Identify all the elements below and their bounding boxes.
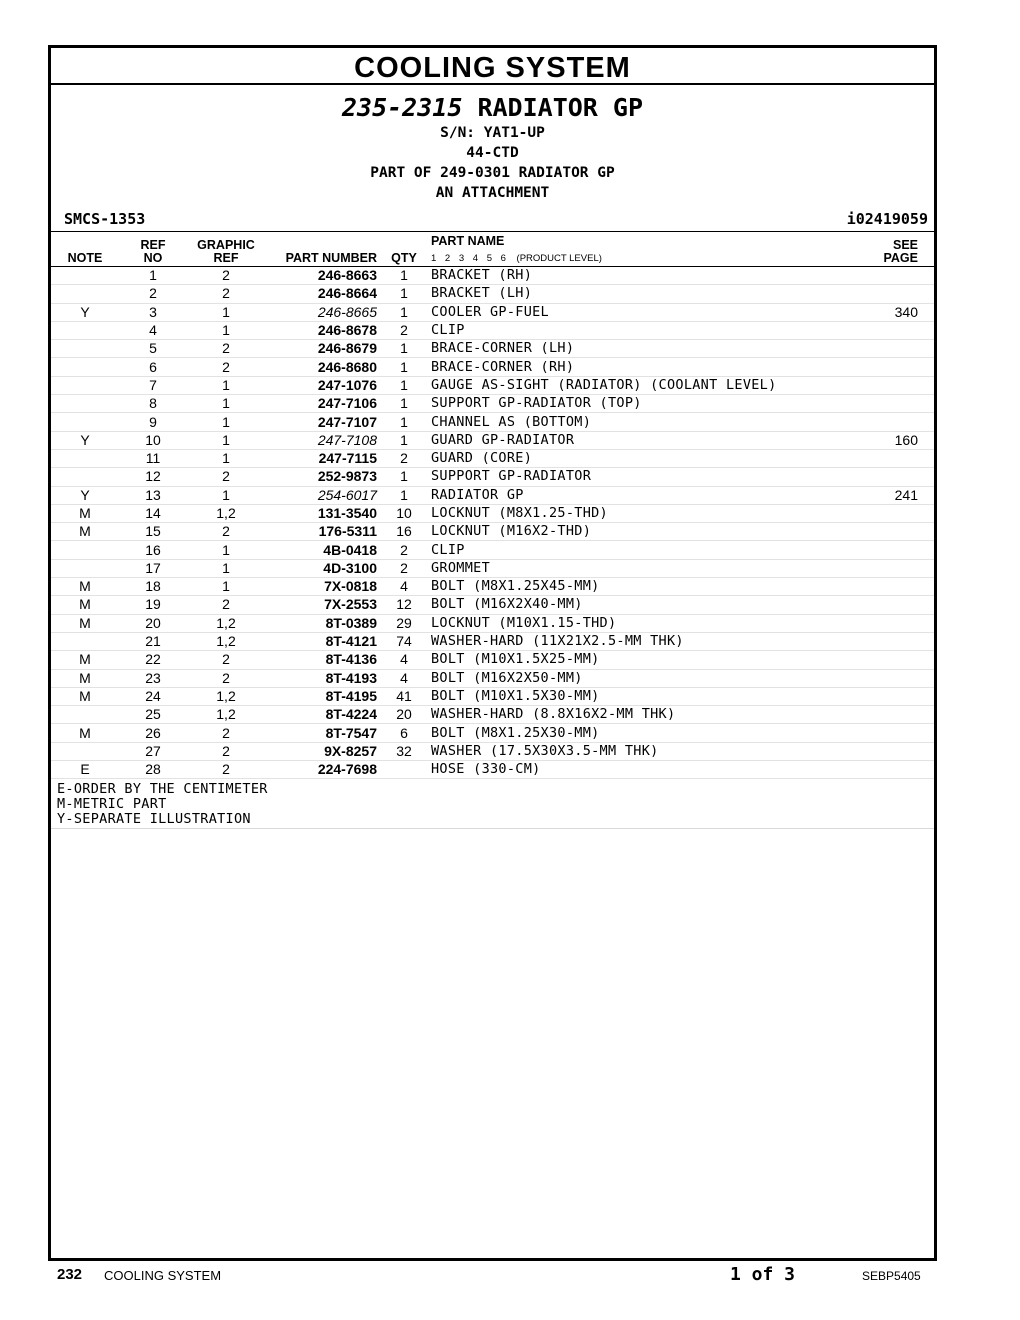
- graphic-ref-cell: 2: [187, 358, 265, 376]
- group-name: RADIATOR GP: [477, 93, 644, 122]
- col-header-see-page: [870, 232, 934, 267]
- ref-no-cell: 19: [119, 596, 187, 614]
- see-page-cell: 160: [870, 431, 934, 449]
- serial-range: S/N: YAT1-UP: [440, 125, 545, 141]
- ref-no-cell: 7: [119, 376, 187, 394]
- ref-no-cell: 28: [119, 761, 187, 779]
- part-name-cell: GUARD (CORE): [425, 449, 870, 467]
- qty-cell: 4: [383, 669, 425, 687]
- graphic-ref-cell: 2: [187, 761, 265, 779]
- part-number-cell: 8T-0389: [265, 614, 383, 632]
- see-page-cell: [870, 504, 934, 522]
- part-number-cell: 8T-7547: [265, 724, 383, 742]
- qty-cell: 2: [383, 541, 425, 559]
- note-cell: M: [51, 687, 119, 705]
- see-page-cell: [870, 449, 934, 467]
- graphic-ref-cell: 1: [187, 395, 265, 413]
- qty-cell: 29: [383, 614, 425, 632]
- section-title: COOLING SYSTEM: [51, 48, 934, 85]
- qty-cell: 1: [383, 340, 425, 358]
- see-page-cell: [870, 724, 934, 742]
- smcs-code: SMCS-1353: [64, 210, 146, 228]
- table-row: [51, 303, 934, 321]
- ref-no-cell: 8: [119, 395, 187, 413]
- graphic-ref-cell: 2: [187, 523, 265, 541]
- table-row: [51, 340, 934, 358]
- col-header-part-number: PART NUMBER: [265, 232, 383, 267]
- graphic-ref-cell: 1,2: [187, 687, 265, 705]
- note-cell: [51, 340, 119, 358]
- qty-cell: 4: [383, 578, 425, 596]
- part-name-cell: BRACKET (RH): [425, 267, 870, 285]
- ref-no-cell: 1: [119, 267, 187, 285]
- part-number-cell: 254-6017: [265, 486, 383, 504]
- part-number-cell: 8T-4195: [265, 687, 383, 705]
- part-name-cell: WASHER-HARD (11X21X2.5-MM THK): [425, 632, 870, 650]
- table-row: [51, 578, 934, 596]
- see-page-cell: [870, 413, 934, 431]
- graphic-ref-cell: 1: [187, 578, 265, 596]
- col-header-part-name: [425, 232, 870, 267]
- part-number-cell: 4B-0418: [265, 541, 383, 559]
- see-page-cell: [870, 340, 934, 358]
- part-name-cell: WASHER (17.5X30X3.5-MM THK): [425, 742, 870, 760]
- graphic-ref-cell: 1: [187, 449, 265, 467]
- see-page-cell: [870, 614, 934, 632]
- product-level-label: (PRODUCT LEVEL): [516, 253, 602, 264]
- qty-cell: 6: [383, 724, 425, 742]
- graphic-ref-cell: 2: [187, 596, 265, 614]
- qty-cell: 2: [383, 449, 425, 467]
- graphic-ref-cell: 1,2: [187, 632, 265, 650]
- note-cell: M: [51, 596, 119, 614]
- part-name-cell: CLIP: [425, 321, 870, 339]
- graphic-ref-cell: 1,2: [187, 504, 265, 522]
- page-of: 1 of 3: [730, 1264, 796, 1285]
- part-number-cell: 8T-4121: [265, 632, 383, 650]
- qty-cell: 74: [383, 632, 425, 650]
- part-name-cell: BOLT (M8X1.25X45-MM): [425, 578, 870, 596]
- graphic-ref-cell: 2: [187, 340, 265, 358]
- note-cell: [51, 541, 119, 559]
- legend-item: Y-SEPARATE ILLUSTRATION: [57, 811, 251, 828]
- ref-no-cell: 14: [119, 504, 187, 522]
- qty-cell: 4: [383, 651, 425, 669]
- note-cell: M: [51, 523, 119, 541]
- table-row: [51, 468, 934, 486]
- table-row: [51, 267, 934, 285]
- part-name-cell: LOCKNUT (M16X2-THD): [425, 523, 870, 541]
- qty-cell: 1: [383, 285, 425, 303]
- legend-notes: [51, 779, 934, 829]
- group-number: 235-2315: [341, 93, 463, 122]
- part-number-cell: 176-5311: [265, 523, 383, 541]
- qty-cell: 2: [383, 559, 425, 577]
- note-cell: E: [51, 761, 119, 779]
- table-row: [51, 724, 934, 742]
- part-name-cell: BOLT (M16X2X40-MM): [425, 596, 870, 614]
- part-name-cell: GUARD GP-RADIATOR: [425, 431, 870, 449]
- part-name-cell: WASHER-HARD (8.8X16X2-MM THK): [425, 706, 870, 724]
- part-name-cell: CHANNEL AS (BOTTOM): [425, 413, 870, 431]
- part-name-cell: RADIATOR GP: [425, 486, 870, 504]
- ref-no-cell: 2: [119, 285, 187, 303]
- table-row: [51, 761, 934, 779]
- ref-no-cell: 3: [119, 303, 187, 321]
- table-row: [51, 395, 934, 413]
- part-name-cell: LOCKNUT (M10X1.15-THD): [425, 614, 870, 632]
- part-number-cell: 246-8664: [265, 285, 383, 303]
- graphic-ref-cell: 1: [187, 486, 265, 504]
- see-page-cell: [870, 541, 934, 559]
- see-page-cell: [870, 706, 934, 724]
- graphic-ref-cell: 1: [187, 303, 265, 321]
- document-id: SEBP5405: [862, 1269, 921, 1283]
- graphic-ref-cell: 2: [187, 742, 265, 760]
- graphic-ref-cell: 2: [187, 651, 265, 669]
- ref-no-cell: 25: [119, 706, 187, 724]
- ref-no-cell: 18: [119, 578, 187, 596]
- note-cell: Y: [51, 303, 119, 321]
- part-number-cell: 247-7108: [265, 431, 383, 449]
- graphic-ref-cell: 2: [187, 724, 265, 742]
- see-page-cell: [870, 632, 934, 650]
- graphic-ref-cell: 2: [187, 468, 265, 486]
- footer-section: COOLING SYSTEM: [104, 1268, 222, 1283]
- ref-no-label: REF NO: [140, 238, 166, 265]
- note-cell: M: [51, 614, 119, 632]
- note-cell: [51, 358, 119, 376]
- graphic-ref-label: GRAPHIC REF: [197, 238, 255, 265]
- part-name-cell: GAUGE AS-SIGHT (RADIATOR) (COOLANT LEVEL): [425, 376, 870, 394]
- note-cell: [51, 267, 119, 285]
- qty-cell: 1: [383, 267, 425, 285]
- see-page-cell: 241: [870, 486, 934, 504]
- see-page-cell: [870, 651, 934, 669]
- table-row: [51, 632, 934, 650]
- part-number-cell: 4D-3100: [265, 559, 383, 577]
- ref-no-cell: 4: [119, 321, 187, 339]
- see-page-cell: [870, 376, 934, 394]
- part-number-cell: 224-7698: [265, 761, 383, 779]
- part-number-cell: 246-8678: [265, 321, 383, 339]
- graphic-ref-cell: 2: [187, 669, 265, 687]
- table-row: [51, 523, 934, 541]
- col-header-qty: QTY: [383, 232, 425, 267]
- ref-no-cell: 12: [119, 468, 187, 486]
- note-cell: Y: [51, 431, 119, 449]
- see-page-cell: [870, 669, 934, 687]
- part-number-cell: 8T-4224: [265, 706, 383, 724]
- qty-cell: 1: [383, 395, 425, 413]
- part-number-cell: 252-9873: [265, 468, 383, 486]
- note-cell: M: [51, 724, 119, 742]
- part-of-line: PART OF 249-0301 RADIATOR GP: [370, 165, 615, 181]
- legend-item: M-METRIC PART: [57, 796, 167, 813]
- qty-cell: 1: [383, 303, 425, 321]
- note-cell: [51, 395, 119, 413]
- ref-no-cell: 22: [119, 651, 187, 669]
- qty-cell: 41: [383, 687, 425, 705]
- part-name-cell: BRACKET (LH): [425, 285, 870, 303]
- part-name-cell: SUPPORT GP-RADIATOR: [425, 468, 870, 486]
- table-row: [51, 413, 934, 431]
- part-name-cell: BOLT (M16X2X50-MM): [425, 669, 870, 687]
- ref-no-cell: 16: [119, 541, 187, 559]
- part-name-cell: BRACE-CORNER (RH): [425, 358, 870, 376]
- ref-no-cell: 23: [119, 669, 187, 687]
- part-number-cell: 246-8663: [265, 267, 383, 285]
- note-cell: [51, 706, 119, 724]
- graphic-ref-cell: 2: [187, 285, 265, 303]
- note-cell: [51, 376, 119, 394]
- table-row: [51, 486, 934, 504]
- legend-item: E-ORDER BY THE CENTIMETER: [57, 781, 268, 798]
- graphic-ref-cell: 1: [187, 376, 265, 394]
- table-row: [51, 559, 934, 577]
- note-cell: [51, 632, 119, 650]
- ref-no-cell: 5: [119, 340, 187, 358]
- table-row: [51, 321, 934, 339]
- part-name-cell: BRACE-CORNER (LH): [425, 340, 870, 358]
- graphic-ref-cell: 1: [187, 321, 265, 339]
- graphic-ref-cell: 1,2: [187, 614, 265, 632]
- see-page-cell: [870, 358, 934, 376]
- part-number-cell: 247-1076: [265, 376, 383, 394]
- note-cell: [51, 321, 119, 339]
- part-number-cell: 246-8679: [265, 340, 383, 358]
- table-row: [51, 431, 934, 449]
- table-row: [51, 358, 934, 376]
- table-header-row: [51, 232, 934, 267]
- qty-cell: 1: [383, 376, 425, 394]
- ref-no-cell: 15: [119, 523, 187, 541]
- col-header-graphic-ref: [187, 232, 265, 267]
- qty-cell: [383, 761, 425, 779]
- part-number-cell: 8T-4193: [265, 669, 383, 687]
- note-cell: [51, 742, 119, 760]
- part-name-cell: HOSE (330-CM): [425, 761, 870, 779]
- table-row: [51, 706, 934, 724]
- see-page-cell: [870, 285, 934, 303]
- qty-cell: 1: [383, 486, 425, 504]
- qty-cell: 10: [383, 504, 425, 522]
- qty-cell: 1: [383, 468, 425, 486]
- graphic-ref-cell: 1,2: [187, 706, 265, 724]
- part-number-cell: 131-3540: [265, 504, 383, 522]
- note-cell: M: [51, 578, 119, 596]
- graphic-ref-cell: 1: [187, 413, 265, 431]
- part-number-cell: 247-7106: [265, 395, 383, 413]
- model-code: 44-CTD: [466, 145, 519, 161]
- ref-no-cell: 21: [119, 632, 187, 650]
- see-page-cell: [870, 468, 934, 486]
- note-cell: M: [51, 504, 119, 522]
- table-row: [51, 449, 934, 467]
- part-name-cell: CLIP: [425, 541, 870, 559]
- graphic-ref-cell: 1: [187, 559, 265, 577]
- parts-table-body: [51, 267, 934, 779]
- see-page-cell: [870, 687, 934, 705]
- part-number-cell: 7X-2553: [265, 596, 383, 614]
- see-page-cell: [870, 523, 934, 541]
- group-header: [51, 85, 934, 232]
- see-page-cell: [870, 321, 934, 339]
- table-row: [51, 651, 934, 669]
- table-row: [51, 669, 934, 687]
- see-page-cell: 340: [870, 303, 934, 321]
- part-name-cell: COOLER GP-FUEL: [425, 303, 870, 321]
- ref-no-cell: 26: [119, 724, 187, 742]
- ref-no-cell: 17: [119, 559, 187, 577]
- col-header-note: NOTE: [51, 232, 119, 267]
- col-header-ref-no: [119, 232, 187, 267]
- qty-cell: 16: [383, 523, 425, 541]
- part-number-cell: 8T-4136: [265, 651, 383, 669]
- qty-cell: 2: [383, 321, 425, 339]
- see-page-cell: [870, 596, 934, 614]
- see-page-cell: [870, 559, 934, 577]
- see-page-label: SEE PAGE: [883, 238, 918, 265]
- ref-no-cell: 20: [119, 614, 187, 632]
- part-number-cell: 9X-8257: [265, 742, 383, 760]
- note-cell: Y: [51, 486, 119, 504]
- qty-cell: 20: [383, 706, 425, 724]
- part-number-cell: 246-8665: [265, 303, 383, 321]
- note-cell: M: [51, 651, 119, 669]
- part-number-cell: 246-8680: [265, 358, 383, 376]
- part-name-cell: BOLT (M10X1.5X25-MM): [425, 651, 870, 669]
- ref-no-cell: 24: [119, 687, 187, 705]
- illustration-id: i02419059: [846, 210, 928, 228]
- ref-no-cell: 13: [119, 486, 187, 504]
- table-row: [51, 687, 934, 705]
- note-cell: [51, 285, 119, 303]
- part-name-cell: BOLT (M8X1.25X30-MM): [425, 724, 870, 742]
- qty-cell: 1: [383, 413, 425, 431]
- table-row: [51, 614, 934, 632]
- part-name-cell: LOCKNUT (M8X1.25-THD): [425, 504, 870, 522]
- ref-no-cell: 6: [119, 358, 187, 376]
- part-number-cell: 247-7115: [265, 449, 383, 467]
- qty-cell: 32: [383, 742, 425, 760]
- qty-cell: 1: [383, 431, 425, 449]
- graphic-ref-cell: 1: [187, 431, 265, 449]
- page-number: 232: [57, 1266, 83, 1283]
- see-page-cell: [870, 742, 934, 760]
- page-frame: [48, 45, 937, 1261]
- part-name-cell: SUPPORT GP-RADIATOR (TOP): [425, 395, 870, 413]
- qty-cell: 1: [383, 358, 425, 376]
- part-number-cell: 7X-0818: [265, 578, 383, 596]
- table-row: [51, 285, 934, 303]
- see-page-cell: [870, 578, 934, 596]
- table-row: [51, 596, 934, 614]
- note-cell: [51, 413, 119, 431]
- ref-no-cell: 10: [119, 431, 187, 449]
- table-row: [51, 504, 934, 522]
- see-page-cell: [870, 395, 934, 413]
- note-cell: M: [51, 669, 119, 687]
- qty-cell: 12: [383, 596, 425, 614]
- part-name-cell: GROMMET: [425, 559, 870, 577]
- part-name-label: PART NAME: [431, 234, 505, 248]
- table-row: [51, 541, 934, 559]
- note-cell: [51, 449, 119, 467]
- graphic-ref-cell: 1: [187, 541, 265, 559]
- see-page-cell: [870, 267, 934, 285]
- ref-no-cell: 9: [119, 413, 187, 431]
- table-row: [51, 742, 934, 760]
- page-footer: [0, 1266, 1020, 1288]
- graphic-ref-cell: 2: [187, 267, 265, 285]
- note-cell: [51, 559, 119, 577]
- table-row: [51, 376, 934, 394]
- parts-table: [51, 232, 934, 779]
- product-levels: 1 2 3 4 5 6 (PRODUCT LEVEL): [431, 253, 602, 264]
- part-name-cell: BOLT (M10X1.5X30-MM): [425, 687, 870, 705]
- attachment-line: AN ATTACHMENT: [435, 185, 550, 201]
- ref-no-cell: 11: [119, 449, 187, 467]
- group-title: [51, 85, 934, 123]
- see-page-cell: [870, 761, 934, 779]
- part-number-cell: 247-7107: [265, 413, 383, 431]
- ref-no-cell: 27: [119, 742, 187, 760]
- note-cell: [51, 468, 119, 486]
